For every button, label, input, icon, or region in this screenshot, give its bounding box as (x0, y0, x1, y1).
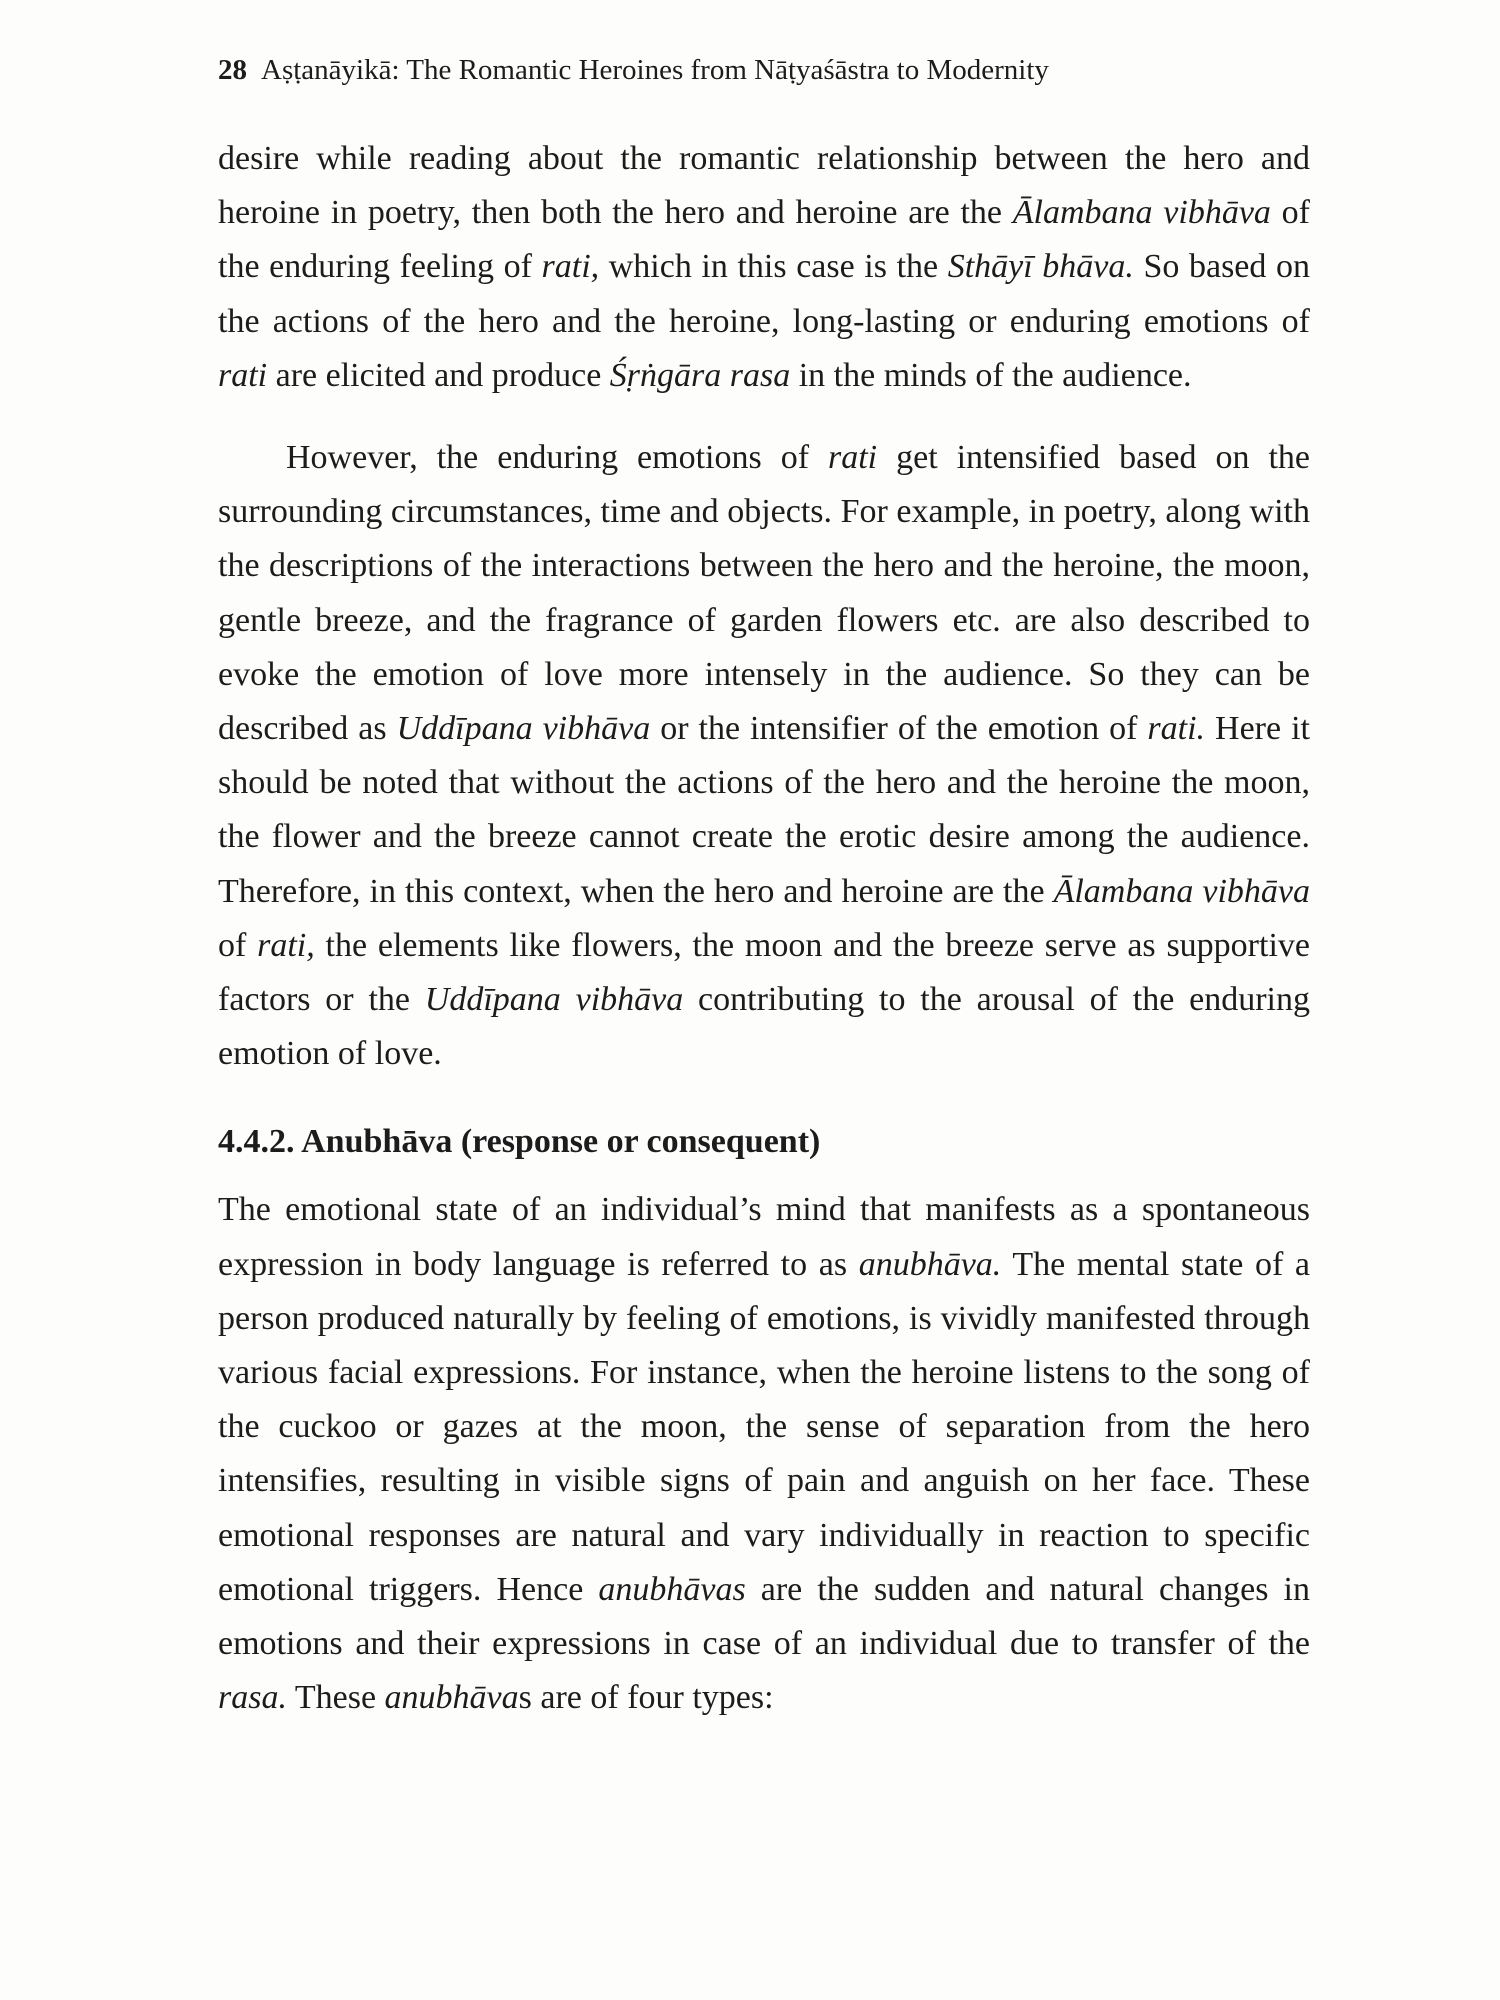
paragraph-3 (218, 1183, 1310, 1725)
italic-term: rati, (541, 248, 600, 286)
text-run: contributing to the arousal of the enduring emotion of love. (218, 981, 1310, 1073)
italic-term: anubhāva. (858, 1245, 1002, 1283)
text-run: get intensified based on the surrounding circumstances, time and objects. For example, in poetry, along with the descriptions of the interactions between the hero and the heroine, the moon, gentle breeze, and the fragrance of garden flowers etc. are also described to evoke the emotion of love more intensely in the audience. So they can be described as (218, 439, 1310, 748)
text-run: the elements like flowers, the moon and the breeze serve as supportive factors or the (218, 926, 1310, 1019)
text-run: The mental state of a person produced naturally by feeling of emotions, is vividly manifested through various facial expressions. For instance, when the heroine listens to the song of the cuckoo or gazes at the moon, the sense of separation from the hero intensifies, resulting in visible signs of pain and anguish on her face. These emotional responses are natural and vary individually in reaction to specific emotional triggers. Hence (218, 1245, 1310, 1608)
italic-term: Ālambana vibhāva (1053, 872, 1310, 910)
text-run: are elicited and produce (267, 356, 610, 394)
italic-term: rati (218, 356, 268, 394)
italic-term: Ālambana vibhāva (1012, 194, 1271, 232)
italic-term: anubhāva (384, 1679, 519, 1717)
paragraph-2 (218, 431, 1310, 1081)
body-text (218, 132, 1310, 1725)
italic-term: Uddīpana vibhāva (424, 981, 684, 1019)
running-title: Aṣṭanāyikā: The Romantic Heroines from Nāṭyaśāstra to Modernity (261, 54, 1049, 86)
italic-term: rati, (257, 926, 315, 964)
text-run: s are of four types: (518, 1679, 774, 1717)
text-run: Here it should be noted that without the actions of the hero and the heroine the moon, the flower and the breeze cannot create the erotic desire among the audience. Therefore, in this context, when the hero and heroine are the (218, 710, 1310, 910)
running-header (218, 50, 1308, 90)
text-run: These (286, 1679, 385, 1717)
text-run: of the enduring feeling of (218, 194, 1310, 286)
text-run: in the minds of the audience. (790, 356, 1192, 394)
italic-term: Sthāyī bhāva. (947, 248, 1134, 286)
italic-term: rati (828, 439, 878, 477)
italic-term: Uddīpana vibhāva (396, 710, 651, 748)
italic-term: anubhāvas (598, 1570, 746, 1608)
text-run: of (218, 926, 258, 964)
text-run: So based on the actions of the hero and the heroine, long-lasting or enduring emotions of (218, 248, 1310, 340)
page-number: 28 (218, 54, 247, 86)
text-run: are the sudden and natural changes in emotions and their expressions in case of an individual due to transfer of the (218, 1570, 1310, 1663)
italic-term: rati. (1147, 710, 1206, 748)
text-run: which in this case is the (599, 248, 948, 286)
text-run: However, the enduring emotions of (286, 439, 828, 477)
text-run: desire while reading about the romantic relationship between the hero and heroine in poetry, then both the hero and heroine are the (218, 140, 1310, 232)
italic-term: rasa. (218, 1679, 287, 1717)
text-run: The emotional state of an individual’s mind that manifests as a spontaneous expression in body language is referred to as (218, 1191, 1310, 1283)
paragraph-1 (218, 132, 1310, 403)
text-run: or the intensifier of the emotion of (650, 710, 1148, 748)
section-heading: 4.4.2. Anubhāva (response or consequent) (218, 1123, 821, 1161)
italic-term: Śṛṅgāra rasa (609, 356, 791, 394)
